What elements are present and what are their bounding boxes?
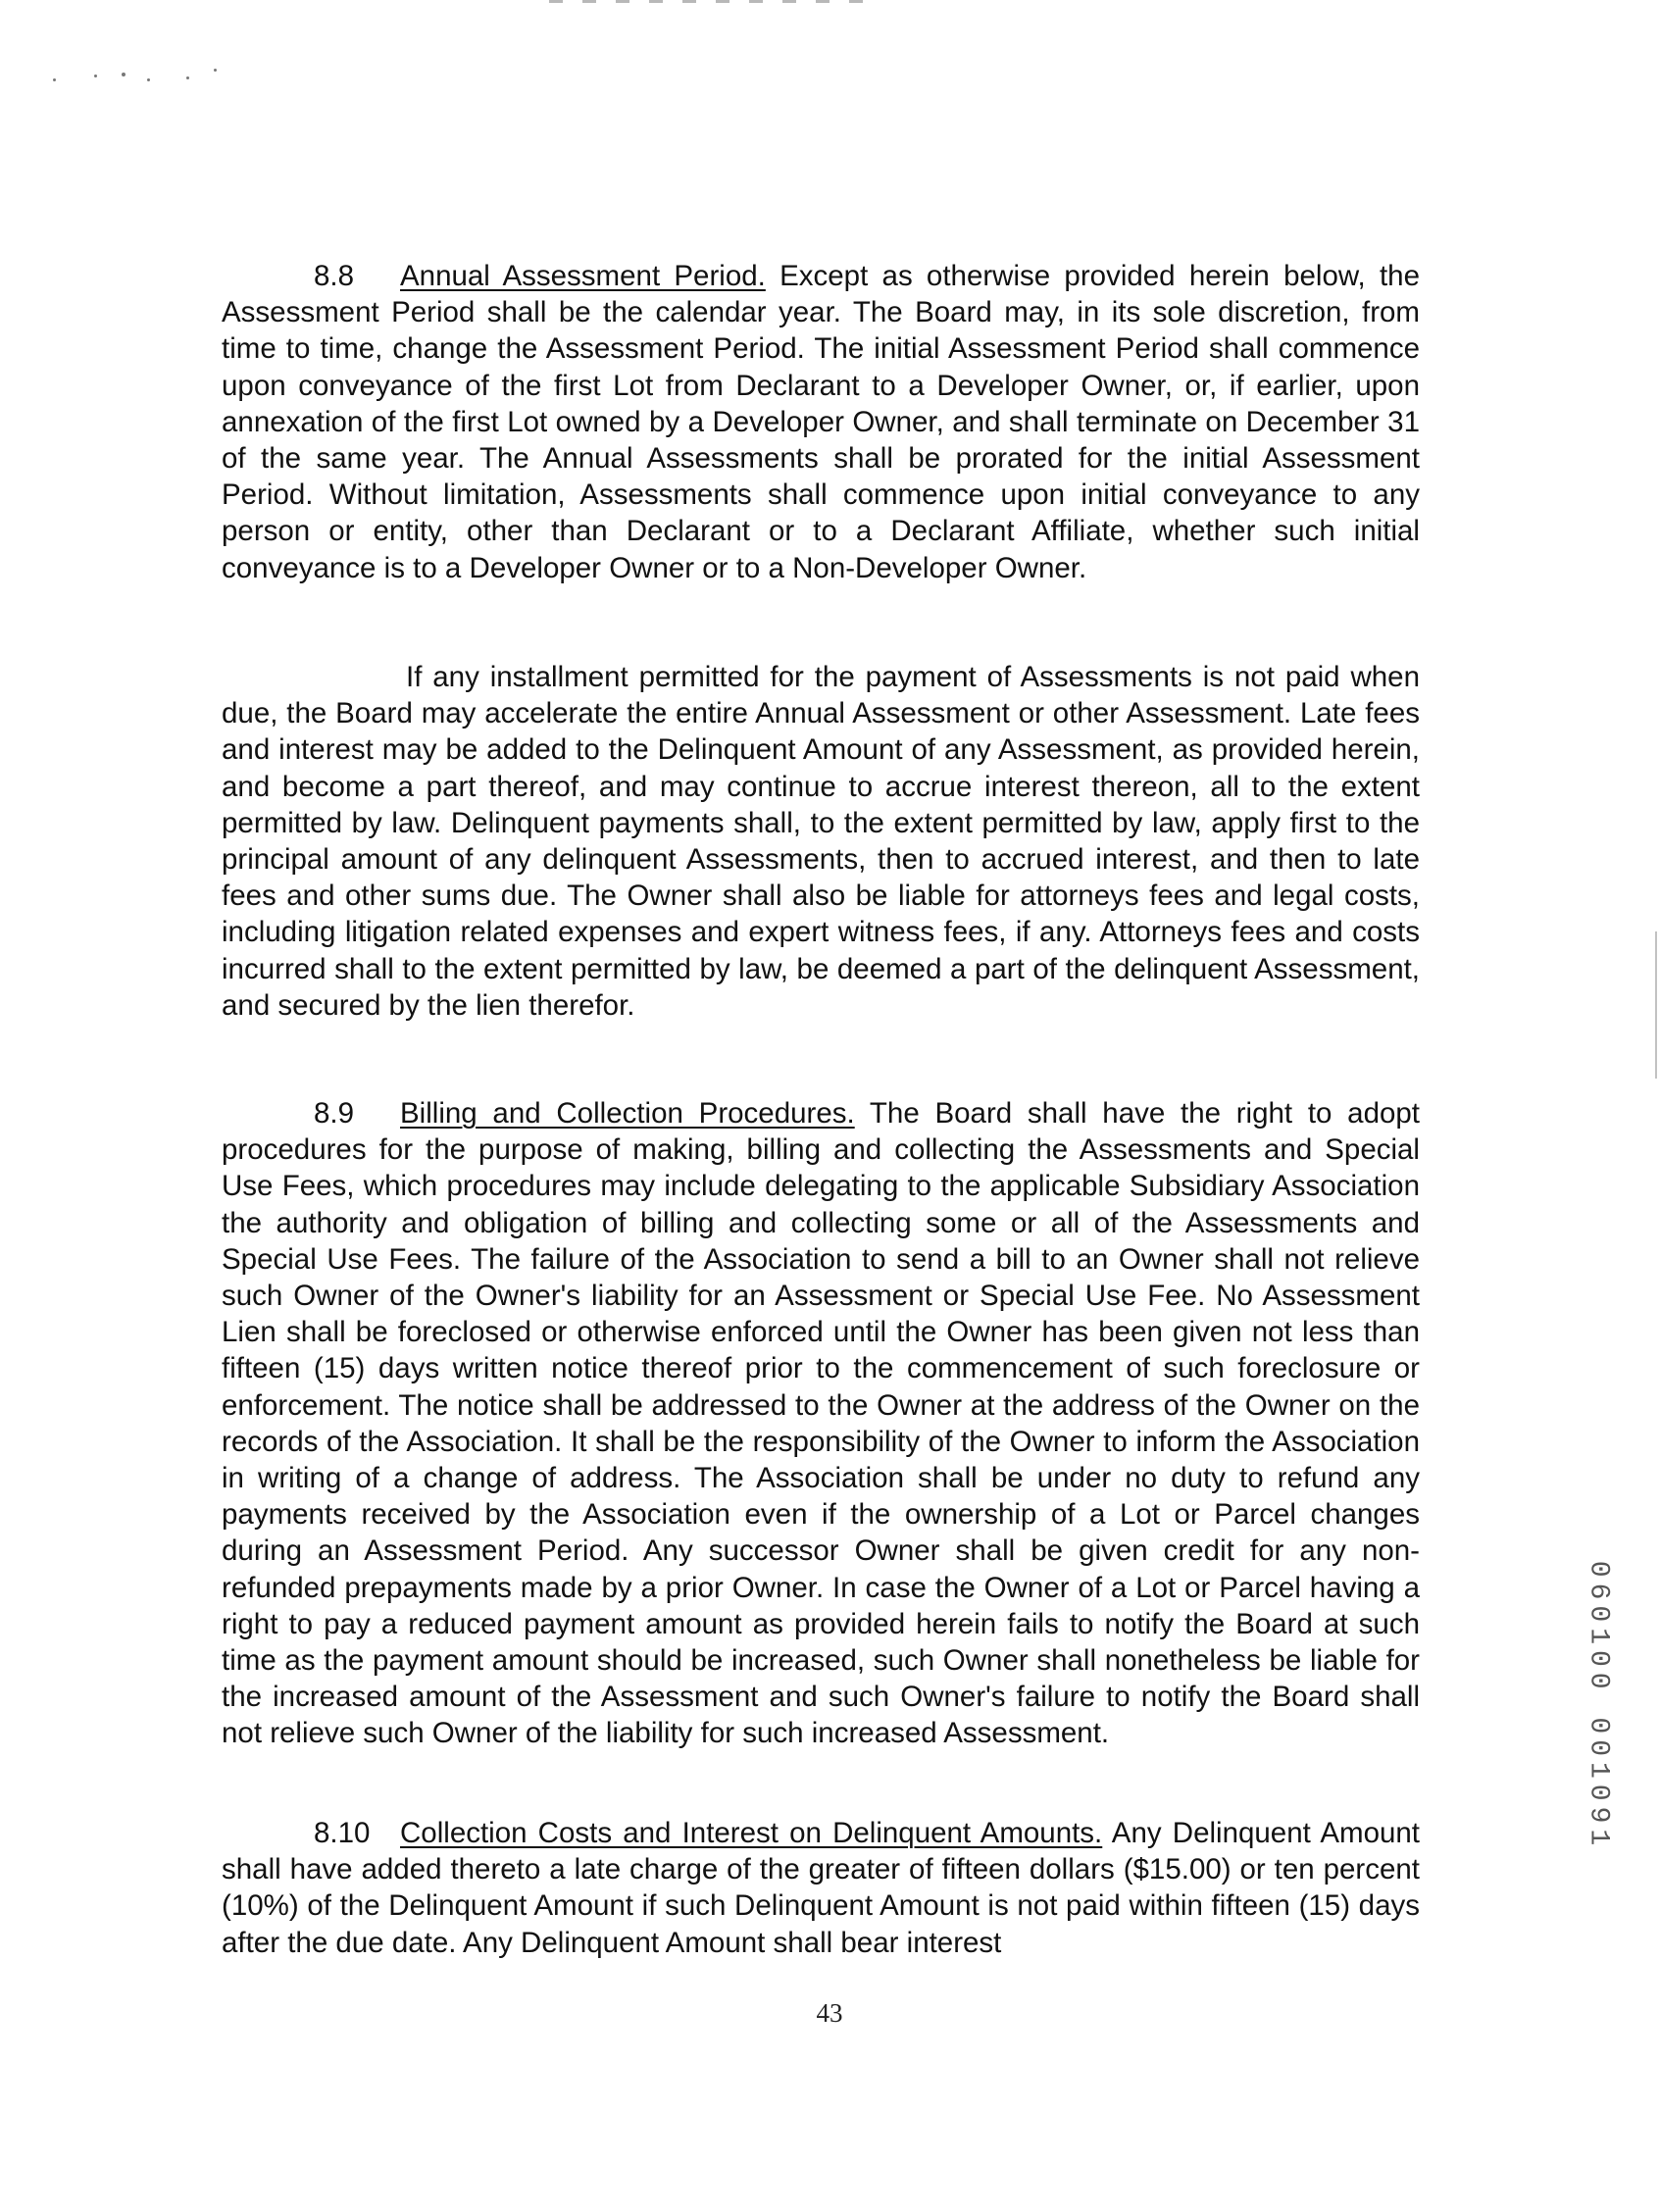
- section-8-10: [222, 1815, 1420, 1961]
- paragraph-text: Except as otherwise provided herein below, the Assessment Period shall be the calendar year. The Board may, in its sole discretion, from time to time, change the Assessment Period. The initial Assessment Period shall commence upon conveyance of the first Lot from Declarant to a Developer Owner, or, if earlier, upon annexation of the first Lot owned by a Developer Owner, and shall terminate on December 31 of the same year. The Annual Assessments shall be prorated for the initial Assessment Period. Without limitation, Assessments shall commence upon initial conveyance to any person or entity, other than Declarant or to a Declarant Affiliate, whether such initial conveyance is to a Developer Owner or to a Non-Developer Owner.: [222, 260, 1420, 584]
- paragraph-text: Any Delinquent Amount shall have added thereto a late charge of the greater of fifteen dollars ($15.00) or ten percent (10%) of the Delinquent Amount if such Delinquent Amount is not paid within fifteen (15) days after the due date. Any Delinquent Amount shall bear interest: [222, 1817, 1420, 1959]
- recording-stamp-text: 060100 001091: [1583, 1560, 1614, 1852]
- section-8-8: [222, 258, 1420, 586]
- section-heading: Annual Assessment Period.: [400, 260, 766, 292]
- scan-speck: [122, 73, 126, 76]
- paragraph-text: The Board shall have the right to adopt procedures for the purpose of making, billing and collecting the Assessments and Special Use Fees, which procedures may include delegating to the applicable Subsidiary Association the authority and obligation of billing and collecting some or all of the Assessments and Special Use Fees. The failure of the Association to send a bill to an Owner shall not relieve such Owner of the Owner's liability for an Assessment or Special Use Fee. No Assessment Lien shall be foreclosed or otherwise enforced until the Owner has been given not less than fifteen (15) days written notice thereof prior to the commencement of such foreclosure or enforcement. The notice shall be addressed to the Owner at the address of the Owner on the records of the Association. It shall be the responsibility of the Owner to inform the Association in writing of a change of address. The Association shall be under no duty to refund any payments received by the Association even if the ownership of a Lot or Parcel changes during an Assessment Period. Any successor Owner shall be given credit for any non-refunded prepayments made by a prior Owner. In case the Owner of a Lot or Parcel having a right to pay a reduced payment amount as provided herein fails to notify the Board at such time as the payment amount should be increased, such Owner shall nonetheless be liable for the increased amount of the Assessment and such Owner's failure to notify the Board shall not relieve such Owner of the liability for such increased Assessment.: [222, 1097, 1420, 1750]
- paragraph-text: If any installment permitted for the payment of Assessments is not paid when due, the Board may accelerate the entire Annual Assessment or other Assessment. Late fees and interest may be added to the Delinquent Amount of any Assessment, as provided herein, and become a part thereof, and may continue to accrue interest thereon, all to the extent permitted by law. Delinquent payments shall, to the extent permitted by law, apply first to the principal amount of any delinquent Assessments, then to accrued interest, and then to late fees and other sums due. The Owner shall also be liable for attorneys fees and legal costs, including litigation related expenses and expert witness fees, if any. Attorneys fees and costs incurred shall to the extent permitted by law, be deemed a part of the delinquent Assessment, and secured by the lien therefor.: [222, 661, 1420, 1022]
- section-heading: Billing and Collection Procedures.: [400, 1097, 855, 1130]
- scan-speck: [186, 76, 189, 79]
- scan-speck: [147, 78, 150, 81]
- page-number: 43: [816, 1998, 843, 2028]
- scan-speck: [53, 78, 56, 81]
- scan-artifact-edge: [1655, 931, 1657, 1079]
- paragraph: [222, 1095, 1420, 1752]
- recording-stamp: [1579, 1560, 1618, 1852]
- section-number: 8.10: [314, 1817, 371, 1849]
- section-8-9: [222, 1095, 1420, 1752]
- section-heading: Collection Costs and Interest on Delinquent Amounts.: [400, 1817, 1103, 1849]
- section-number: 8.9: [314, 1097, 355, 1130]
- paragraph: [222, 659, 1420, 1024]
- paragraph: [222, 1815, 1420, 1961]
- scan-artifact-top: [549, 0, 873, 3]
- scan-speck: [214, 69, 217, 72]
- scan-speck: [94, 75, 97, 77]
- section-number: 8.8: [314, 260, 355, 292]
- section-8-8-continued: [222, 659, 1420, 1024]
- paragraph: [222, 258, 1420, 586]
